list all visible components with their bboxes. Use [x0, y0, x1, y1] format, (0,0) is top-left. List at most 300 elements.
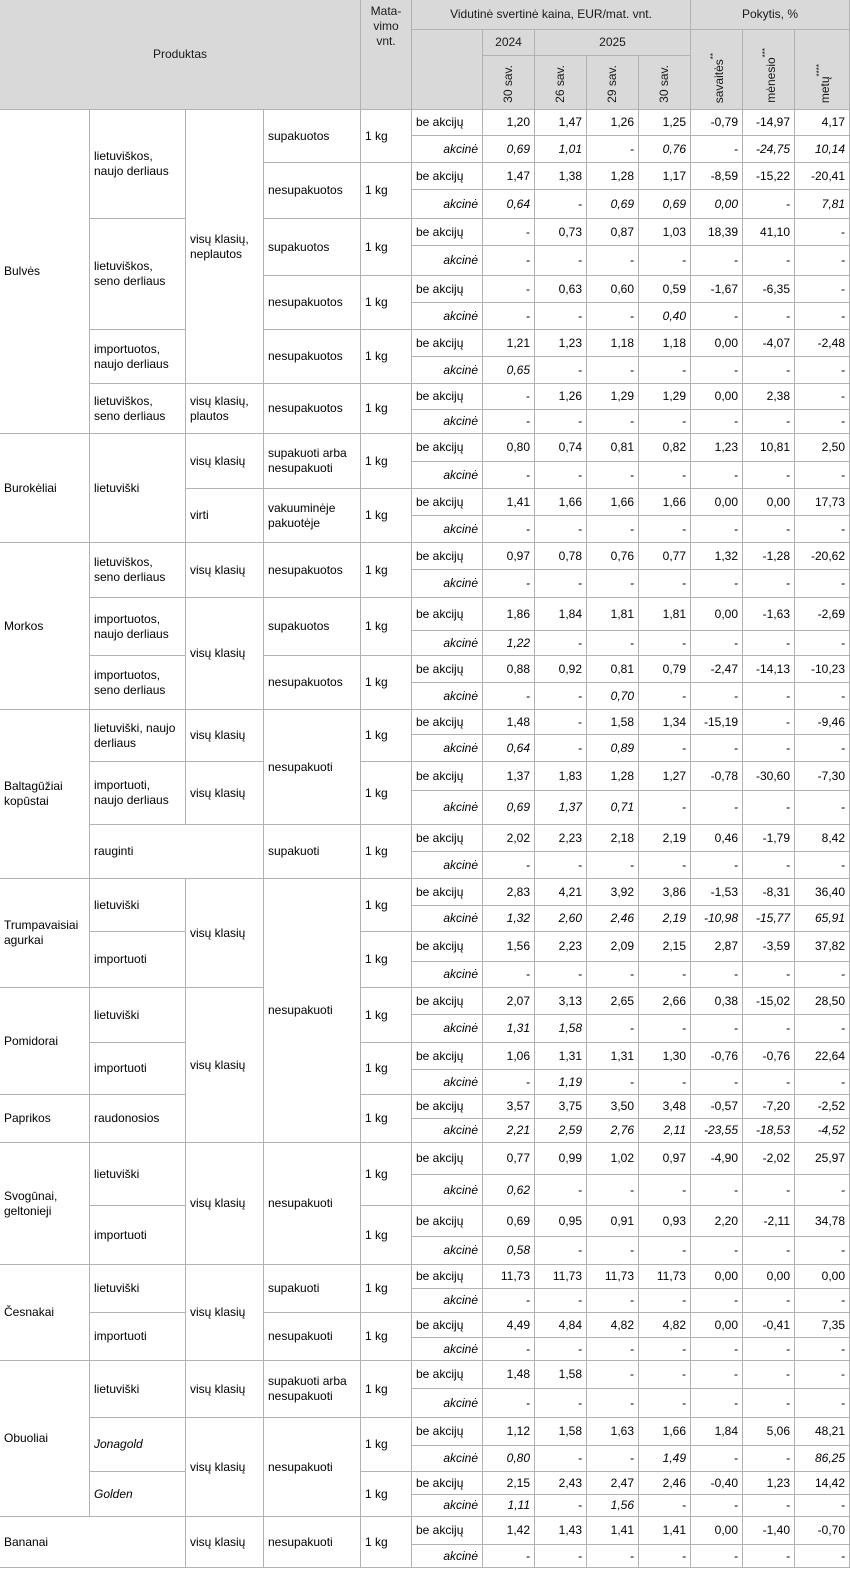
price-value: 0,71	[587, 791, 639, 825]
price-type-be-akciju: be akcijų	[412, 825, 483, 852]
price-value: -	[483, 246, 535, 276]
change-value: -	[795, 1361, 850, 1389]
category-bananai: Bananai	[0, 1517, 186, 1568]
change-value: -8,59	[691, 163, 743, 190]
change-value: -	[691, 1175, 743, 1206]
price-value: -	[639, 735, 691, 762]
change-label-footnote: **	[709, 52, 718, 59]
unit-cell: 1 kg	[361, 710, 412, 762]
price-type-akcine: akcinė	[412, 683, 483, 710]
change-value: -	[691, 516, 743, 543]
price-value: 0,92	[535, 656, 587, 683]
class-cell: visų klasių	[186, 434, 264, 489]
change-value: -15,77	[743, 906, 795, 932]
unit-cell: 1 kg	[361, 1418, 412, 1472]
change-value: -15,02	[743, 988, 795, 1015]
price-type-be-akciju: be akcijų	[412, 1206, 483, 1237]
header-week	[535, 56, 587, 110]
price-value: -	[483, 1070, 535, 1095]
price-value: 1,56	[483, 932, 535, 962]
price-value: -	[639, 1175, 691, 1206]
unit-cell: 1 kg	[361, 932, 412, 988]
change-value: -	[691, 631, 743, 656]
class-cell: visų klasių	[186, 1418, 264, 1517]
price-value: 11,73	[483, 1265, 535, 1289]
price-value: 1,30	[639, 1043, 691, 1070]
price-value: -	[639, 1015, 691, 1043]
packaging-cell: vakuuminėje pakuotėje	[264, 489, 361, 543]
price-value: 2,07	[483, 988, 535, 1015]
price-value: 1,48	[483, 1361, 535, 1389]
price-type-be-akciju: be akcijų	[412, 489, 483, 516]
price-value: 1,06	[483, 1043, 535, 1070]
price-value: -	[639, 357, 691, 384]
price-value: 1,83	[535, 762, 587, 791]
price-value: 1,63	[587, 1418, 639, 1446]
packaging-cell: nesupakuotos	[264, 384, 361, 434]
price-value: 2,46	[587, 906, 639, 932]
price-type-akcine: akcinė	[412, 962, 483, 988]
price-value: 1,42	[483, 1517, 535, 1545]
change-value: -	[795, 1289, 850, 1313]
origin-cell: lietuviški	[90, 1361, 186, 1418]
unit-cell: 1 kg	[361, 163, 412, 219]
price-type-be-akciju: be akcijų	[412, 543, 483, 570]
change-value: -	[795, 1070, 850, 1095]
price-type-akcine: akcinė	[412, 246, 483, 276]
category-morkos: Morkos	[0, 543, 90, 710]
change-value: -4,52	[795, 1119, 850, 1143]
price-type-akcine: akcinė	[412, 1545, 483, 1568]
change-value: -	[691, 1237, 743, 1265]
price-value: 0,69	[639, 190, 691, 219]
change-value: -18,53	[743, 1119, 795, 1143]
price-type-be-akciju: be akcijų	[412, 762, 483, 791]
price-value: -	[639, 1289, 691, 1313]
origin-cell: lietuviški	[90, 1143, 186, 1206]
price-value: 0,89	[587, 735, 639, 762]
change-value: -1,79	[743, 825, 795, 852]
change-value: -	[743, 1015, 795, 1043]
price-value: -	[535, 190, 587, 219]
change-value: 36,40	[795, 879, 850, 906]
change-value: -14,13	[743, 656, 795, 683]
price-type-be-akciju: be akcijų	[412, 434, 483, 462]
change-value: -4,07	[743, 330, 795, 357]
price-value: -	[483, 303, 535, 330]
price-value: 0,78	[535, 543, 587, 570]
change-value: -	[795, 631, 850, 656]
change-value: -20,62	[795, 543, 850, 570]
packaging-cell: supakuoti arba nesupakuoti	[264, 434, 361, 489]
price-value: 1,31	[587, 1043, 639, 1070]
change-value: -	[743, 410, 795, 434]
price-value: 0,87	[587, 219, 639, 246]
price-value: 1,81	[587, 598, 639, 631]
price-value: -	[483, 1338, 535, 1361]
price-value: -	[535, 683, 587, 710]
price-type-be-akciju: be akcijų	[412, 656, 483, 683]
price-value: 0,81	[587, 434, 639, 462]
change-value: 1,84	[691, 1418, 743, 1446]
change-value: -20,41	[795, 163, 850, 190]
change-value: -	[795, 219, 850, 246]
price-value: 3,50	[587, 1095, 639, 1119]
change-value: -30,60	[743, 762, 795, 791]
price-value: 1,58	[535, 1361, 587, 1389]
price-value: 1,58	[587, 710, 639, 735]
header-change-col	[691, 30, 743, 110]
change-value: -8,31	[743, 879, 795, 906]
header-product: Produktas	[0, 0, 361, 110]
change-value: 2,50	[795, 434, 850, 462]
price-value: -	[639, 410, 691, 434]
price-value: 1,19	[535, 1070, 587, 1095]
price-value: 1,02	[587, 1143, 639, 1175]
price-value: -	[483, 683, 535, 710]
origin-cell: lietuviški, naujo derliaus	[90, 710, 186, 762]
price-type-be-akciju: be akcijų	[412, 879, 483, 906]
price-value: -	[587, 1070, 639, 1095]
price-value: -	[483, 1545, 535, 1568]
price-value: 1,26	[587, 110, 639, 136]
change-value: -	[691, 303, 743, 330]
change-value: -	[691, 570, 743, 598]
packaging-cell: supakuotos	[264, 110, 361, 163]
price-value: 0,64	[483, 735, 535, 762]
header-blank	[412, 30, 483, 110]
unit-cell: 1 kg	[361, 543, 412, 598]
price-value: 1,66	[535, 489, 587, 516]
change-value: -	[795, 1545, 850, 1568]
price-value: 0,65	[483, 357, 535, 384]
price-value: 2,47	[587, 1472, 639, 1495]
price-value: -	[639, 570, 691, 598]
origin-cell: Jonagold	[90, 1418, 186, 1472]
price-value: -	[535, 303, 587, 330]
price-type-akcine: akcinė	[412, 1495, 483, 1517]
unit-cell: 1 kg	[361, 1472, 412, 1517]
price-value: -	[483, 219, 535, 246]
price-value: -	[587, 962, 639, 988]
price-value: -	[639, 246, 691, 276]
change-value: -2,11	[743, 1206, 795, 1237]
price-value: -	[535, 1338, 587, 1361]
price-type-be-akciju: be akcijų	[412, 932, 483, 962]
change-value: -0,40	[691, 1472, 743, 1495]
change-value: -	[743, 1545, 795, 1568]
change-value: 18,39	[691, 219, 743, 246]
packaging-cell: nesupakuotos	[264, 276, 361, 330]
change-value: -0,76	[743, 1043, 795, 1070]
price-value: 0,99	[535, 1143, 587, 1175]
price-value: 0,40	[639, 303, 691, 330]
category-bulves: Bulvės	[0, 110, 90, 434]
price-value: -	[587, 246, 639, 276]
price-value: -	[535, 1389, 587, 1418]
change-value: -	[691, 1361, 743, 1389]
price-type-be-akciju: be akcijų	[412, 598, 483, 631]
price-value: -	[535, 852, 587, 879]
price-value: 0,81	[587, 656, 639, 683]
change-value: 2,38	[743, 384, 795, 410]
change-value: 10,14	[795, 136, 850, 163]
price-value: -	[483, 852, 535, 879]
price-value: 1,31	[483, 1015, 535, 1043]
origin-cell: importuoti	[90, 1313, 186, 1361]
header-week-label: 30 sav.	[657, 65, 671, 103]
change-value: -	[795, 791, 850, 825]
price-value: 1,47	[535, 110, 587, 136]
change-value: -	[691, 462, 743, 489]
unit-cell: 1 kg	[361, 1361, 412, 1418]
change-value: -	[743, 190, 795, 219]
price-value: -	[639, 516, 691, 543]
price-value: -	[587, 1289, 639, 1313]
unit-cell: 1 kg	[361, 1206, 412, 1265]
packaging-cell: supakuotos	[264, 598, 361, 656]
price-value: 3,13	[535, 988, 587, 1015]
change-value: -	[795, 276, 850, 303]
price-value: -	[483, 462, 535, 489]
price-value: 2,59	[535, 1119, 587, 1143]
origin-cell: importuotos, seno derliaus	[90, 656, 186, 710]
change-value: -15,22	[743, 163, 795, 190]
packaging-cell: nesupakuotos	[264, 330, 361, 384]
class-cell: visų klasių	[186, 710, 264, 762]
change-value: -	[743, 1070, 795, 1095]
change-value: -	[795, 246, 850, 276]
price-value: 1,11	[483, 1495, 535, 1517]
price-value: 1,81	[639, 598, 691, 631]
category-svogunai: Svogūnai, geltonieji	[0, 1143, 90, 1265]
price-value: 1,66	[587, 489, 639, 516]
change-value: -0,78	[691, 762, 743, 791]
price-value: -	[587, 1338, 639, 1361]
category-pomidorai: Pomidorai	[0, 988, 90, 1095]
price-value: 3,75	[535, 1095, 587, 1119]
change-value: -7,30	[795, 762, 850, 791]
price-value: 1,25	[639, 110, 691, 136]
change-value: -	[743, 516, 795, 543]
price-type-be-akciju: be akcijų	[412, 384, 483, 410]
price-value: -	[587, 357, 639, 384]
change-value: 0,00	[691, 598, 743, 631]
price-type-akcine: akcinė	[412, 735, 483, 762]
price-value: 4,49	[483, 1313, 535, 1338]
price-value: 2,83	[483, 879, 535, 906]
class-cell: virti	[186, 489, 264, 543]
change-value: 2,20	[691, 1206, 743, 1237]
price-value: 1,31	[535, 1043, 587, 1070]
price-value: 4,82	[639, 1313, 691, 1338]
class-cell: visų klasių	[186, 1265, 264, 1361]
change-value: -2,47	[691, 656, 743, 683]
change-value: 0,00	[691, 1517, 743, 1545]
price-value: -	[587, 516, 639, 543]
change-value: 4,17	[795, 110, 850, 136]
price-value: 2,15	[483, 1472, 535, 1495]
change-value: -14,97	[743, 110, 795, 136]
change-value: -	[691, 1446, 743, 1472]
price-value: 1,37	[535, 791, 587, 825]
price-value: -	[535, 357, 587, 384]
price-value: -	[639, 683, 691, 710]
price-value: 1,22	[483, 631, 535, 656]
price-type-be-akciju: be akcijų	[412, 710, 483, 735]
price-value: 2,23	[535, 932, 587, 962]
price-type-akcine: akcinė	[412, 570, 483, 598]
change-value: -0,76	[691, 1043, 743, 1070]
origin-cell: lietuviški	[90, 1265, 186, 1313]
change-value: -	[743, 1289, 795, 1313]
price-value: -	[483, 410, 535, 434]
packaging-cell: nesupakuotos	[264, 656, 361, 710]
change-value: -0,79	[691, 110, 743, 136]
price-value: 0,69	[483, 136, 535, 163]
change-value: 65,91	[795, 906, 850, 932]
change-value: -10,98	[691, 906, 743, 932]
price-type-akcine: akcinė	[412, 906, 483, 932]
header-unit: Mata- vimo vnt.	[361, 0, 412, 110]
price-value: 1,32	[483, 906, 535, 932]
price-type-akcine: akcinė	[412, 410, 483, 434]
price-value: 0,70	[587, 683, 639, 710]
price-type-be-akciju: be akcijų	[412, 1361, 483, 1389]
change-value: -	[743, 1175, 795, 1206]
price-type-akcine: akcinė	[412, 1446, 483, 1472]
price-value: -	[535, 631, 587, 656]
unit-cell: 1 kg	[361, 110, 412, 163]
unit-cell: 1 kg	[361, 825, 412, 879]
change-value: -3,59	[743, 932, 795, 962]
origin-cell: importuoti	[90, 1043, 186, 1095]
class-cell: visų klasių	[186, 1517, 264, 1568]
change-value: -	[743, 791, 795, 825]
price-value: 0,77	[483, 1143, 535, 1175]
change-value: -1,53	[691, 879, 743, 906]
change-value: -2,02	[743, 1143, 795, 1175]
price-value: 0,77	[639, 543, 691, 570]
price-type-akcine: akcinė	[412, 1015, 483, 1043]
origin-cell: lietuviškos, seno derliaus	[90, 543, 186, 598]
price-value: -	[587, 303, 639, 330]
price-value: 1,28	[587, 762, 639, 791]
price-value: -	[639, 1545, 691, 1568]
header-week	[587, 56, 639, 110]
unit-cell: 1 kg	[361, 330, 412, 384]
price-value: 1,26	[535, 384, 587, 410]
header-change-label	[758, 48, 779, 103]
change-value: 5,06	[743, 1418, 795, 1446]
price-value: -	[535, 570, 587, 598]
change-label-text: mėnesio	[764, 57, 778, 103]
change-value: -	[691, 1338, 743, 1361]
price-value: 1,86	[483, 598, 535, 631]
header-week	[639, 56, 691, 110]
change-value: -	[691, 410, 743, 434]
change-label-text: savaitės	[712, 58, 726, 103]
price-value: 4,84	[535, 1313, 587, 1338]
change-value: -	[743, 710, 795, 735]
price-value: -	[535, 516, 587, 543]
packaging-cell: nesupakuoti	[264, 1313, 361, 1361]
price-value: -	[639, 1070, 691, 1095]
price-value: 1,66	[639, 489, 691, 516]
price-value: -	[639, 1237, 691, 1265]
price-type-be-akciju: be akcijų	[412, 988, 483, 1015]
price-value: 1,41	[587, 1517, 639, 1545]
price-value: 1,43	[535, 1517, 587, 1545]
class-cell: visų klasių	[186, 1143, 264, 1265]
price-value: 0,69	[587, 190, 639, 219]
price-value: -	[639, 962, 691, 988]
price-value: -	[587, 1361, 639, 1389]
change-value: 0,00	[691, 330, 743, 357]
packaging-cell: supakuoti	[264, 825, 361, 879]
price-type-akcine: akcinė	[412, 1119, 483, 1143]
header-year-2024: 2024	[483, 30, 535, 56]
price-value: 0,97	[483, 543, 535, 570]
class-cell: visų klasių	[186, 598, 264, 710]
change-value: 7,35	[795, 1313, 850, 1338]
change-value: -15,19	[691, 710, 743, 735]
price-value: 2,19	[639, 825, 691, 852]
price-type-akcine: akcinė	[412, 462, 483, 489]
price-value: -	[639, 631, 691, 656]
change-value: -	[795, 1495, 850, 1517]
category-cesnakai: Česnakai	[0, 1265, 90, 1361]
category-obuoliai: Obuoliai	[0, 1361, 90, 1517]
change-value: -	[795, 303, 850, 330]
price-value: 4,21	[535, 879, 587, 906]
change-value: -	[743, 1389, 795, 1418]
price-type-be-akciju: be akcijų	[412, 330, 483, 357]
class-cell: visų klasių	[186, 879, 264, 988]
change-value: 0,00	[743, 489, 795, 516]
price-value: -	[639, 1495, 691, 1517]
price-value: 1,58	[535, 1015, 587, 1043]
origin-cell: importuotos, naujo derliaus	[90, 598, 186, 656]
price-value: -	[587, 631, 639, 656]
change-value: -	[691, 357, 743, 384]
price-value: -	[535, 735, 587, 762]
price-value: -	[535, 246, 587, 276]
change-value: -	[795, 357, 850, 384]
change-value: -	[691, 136, 743, 163]
price-type-akcine: akcinė	[412, 791, 483, 825]
origin-cell: importuoti	[90, 932, 186, 988]
origin-cell: lietuviškos, seno derliaus	[90, 384, 186, 434]
price-type-be-akciju: be akcijų	[412, 1143, 483, 1175]
price-value: -	[587, 1446, 639, 1472]
category-burokeliai: Burokėliai	[0, 434, 90, 543]
header-change: Pokytis, %	[691, 0, 850, 30]
price-value: 0,74	[535, 434, 587, 462]
change-value: 14,42	[795, 1472, 850, 1495]
price-value: 2,46	[639, 1472, 691, 1495]
change-value: 37,82	[795, 932, 850, 962]
origin-cell: importuoti	[90, 1206, 186, 1265]
price-value: -	[535, 962, 587, 988]
price-value: 0,64	[483, 190, 535, 219]
change-value: -	[691, 852, 743, 879]
price-value: 1,29	[639, 384, 691, 410]
change-value: -	[743, 1446, 795, 1472]
change-value: -	[795, 735, 850, 762]
price-type-akcine: akcinė	[412, 1237, 483, 1265]
price-value: 0,82	[639, 434, 691, 462]
